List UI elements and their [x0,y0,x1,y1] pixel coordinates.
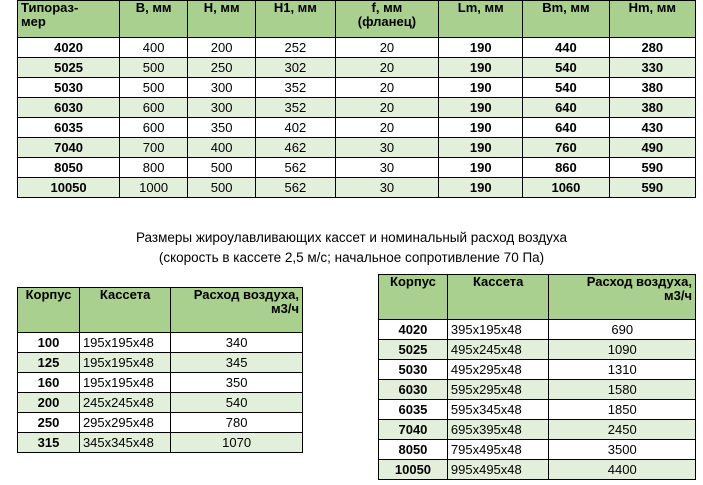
table-cell: 330 [609,58,695,78]
table-cell: 295x295x48 [79,413,170,433]
header-size: Типораз- мер [18,1,120,38]
table-cell: 400 [120,38,188,58]
table-cell: 3500 [549,440,696,460]
table-cell: 190 [439,158,523,178]
table-row [379,380,696,400]
table-cell: 20 [335,78,439,98]
table-cell: 200 [18,393,80,413]
table-cell: 7040 [379,420,448,440]
table-row [18,138,696,158]
dimensions-table-body [18,38,696,198]
table-cell: 350 [171,373,303,393]
table-cell: 640 [523,98,609,118]
table-row [379,360,696,380]
header-h1: H1, мм [256,1,335,38]
table-row [18,78,696,98]
header-bm: Bm, мм [523,1,609,38]
table-cell: 10050 [18,178,120,198]
table-cell: 562 [256,178,335,198]
table-row [18,433,303,453]
table-cell: 495x295x48 [447,360,549,380]
table-row [379,400,696,420]
table-cell: 6030 [18,98,120,118]
large-cassette-table-body [379,320,696,480]
table-cell: 125 [18,353,80,373]
table-row [18,118,696,138]
table-cell: 600 [120,98,188,118]
table-cell: 350 [188,118,256,138]
table-cell: 5030 [379,360,448,380]
table-cell: 562 [256,158,335,178]
table-cell: 6030 [379,380,448,400]
table-cell: 690 [549,320,696,340]
table-cell: 490 [609,138,695,158]
table-cell: 345x345x48 [79,433,170,453]
table-row [379,340,696,360]
header-cassette: Кассета [79,288,170,333]
table-cell: 462 [256,138,335,158]
table-cell: 190 [439,138,523,158]
table-row [18,158,696,178]
small-cassette-table-header [18,288,303,333]
table-cell: 300 [188,98,256,118]
table-cell: 430 [609,118,695,138]
table-cell: 30 [335,138,439,158]
table-row [18,353,303,373]
header-b: B, мм [120,1,188,38]
header-airflow: Расход воздуха, м3/ч [171,288,303,333]
table-cell: 340 [171,333,303,353]
table-cell: 30 [335,158,439,178]
caption-line-1: Размеры жироулавливающих кассет и номинальный расход воздуха [135,230,568,245]
table-row [18,333,303,353]
table-cell: 540 [523,78,609,98]
dimensions-table-header [18,1,696,38]
table-cell: 595x295x48 [447,380,549,400]
table-cell: 190 [439,98,523,118]
table-row [18,98,696,118]
table-cell: 10050 [379,460,448,480]
table-cell: 590 [609,178,695,198]
small-cassette-table [17,287,303,453]
table-cell: 700 [120,138,188,158]
table-cell: 1060 [523,178,609,198]
table-row [18,373,303,393]
large-cassette-table [378,274,696,480]
table-cell: 20 [335,58,439,78]
table-row [18,58,696,78]
table-cell: 495x245x48 [447,340,549,360]
table-cell: 345 [171,353,303,373]
table-cell: 440 [523,38,609,58]
table-cell: 7040 [18,138,120,158]
header-f: f, мм (фланец) [335,1,439,38]
header-housing: Корпус [18,288,80,333]
table-cell: 8050 [379,440,448,460]
table-row [379,320,696,340]
small-cassette-table-body [18,333,303,453]
table-cell: 995x495x48 [447,460,549,480]
table-cell: 500 [188,158,256,178]
table-cell: 190 [439,78,523,98]
table-cell: 402 [256,118,335,138]
table-cell: 400 [188,138,256,158]
table-cell: 1000 [120,178,188,198]
table-cell: 760 [523,138,609,158]
table-cell: 20 [335,38,439,58]
table-cell: 315 [18,433,80,453]
table-cell: 800 [120,158,188,178]
table-cell: 190 [439,58,523,78]
table-cell: 352 [256,78,335,98]
table-row [379,440,696,460]
header-h: H, мм [188,1,256,38]
table-cell: 195x195x48 [79,373,170,393]
header-hm: Hm, мм [609,1,695,38]
table-cell: 595x345x48 [447,400,549,420]
table-row [379,460,696,480]
table-cell: 20 [335,98,439,118]
table-cell: 160 [18,373,80,393]
table-caption [0,228,703,268]
table-cell: 1850 [549,400,696,420]
table-cell: 4020 [18,38,120,58]
table-row [18,178,696,198]
table-cell: 695x395x48 [447,420,549,440]
table-cell: 245x245x48 [79,393,170,413]
table-cell: 1580 [549,380,696,400]
table-cell: 4400 [549,460,696,480]
table-cell: 500 [120,58,188,78]
table-row [18,38,696,58]
table-cell: 302 [256,58,335,78]
table-cell: 5025 [379,340,448,360]
table-cell: 30 [335,178,439,198]
table-cell: 20 [335,118,439,138]
table-cell: 280 [609,38,695,58]
table-cell: 100 [18,333,80,353]
dimensions-table [17,0,696,198]
table-cell: 780 [171,413,303,433]
table-cell: 1070 [171,433,303,453]
table-cell: 250 [18,413,80,433]
table-cell: 6035 [18,118,120,138]
table-cell: 195x195x48 [79,333,170,353]
table-cell: 252 [256,38,335,58]
table-cell: 190 [439,38,523,58]
table-cell: 540 [523,58,609,78]
table-row [18,413,303,433]
table-row [18,393,303,413]
table-cell: 795x495x48 [447,440,549,460]
table-cell: 500 [188,178,256,198]
header-airflow: Расход воздуха, м3/ч [549,275,696,320]
large-cassette-table-header [379,275,696,320]
table-cell: 200 [188,38,256,58]
table-cell: 6035 [379,400,448,420]
table-cell: 250 [188,58,256,78]
table-cell: 190 [439,118,523,138]
table-cell: 380 [609,98,695,118]
table-cell: 300 [188,78,256,98]
table-cell: 1090 [549,340,696,360]
table-cell: 352 [256,98,335,118]
table-cell: 195x195x48 [79,353,170,373]
table-cell: 1310 [549,360,696,380]
table-cell: 4020 [379,320,448,340]
table-cell: 380 [609,78,695,98]
table-cell: 590 [609,158,695,178]
table-cell: 5025 [18,58,120,78]
header-cassette: Кассета [447,275,549,320]
table-row [379,420,696,440]
table-cell: 600 [120,118,188,138]
table-cell: 860 [523,158,609,178]
header-housing: Корпус [379,275,448,320]
table-cell: 395x195x48 [447,320,549,340]
header-lm: Lm, мм [439,1,523,38]
caption-line-2: (скорость в кассете 2,5 м/с; начальное сопротивление 70 Па) [158,250,545,265]
table-cell: 640 [523,118,609,138]
table-cell: 8050 [18,158,120,178]
table-cell: 2450 [549,420,696,440]
table-cell: 500 [120,78,188,98]
table-cell: 540 [171,393,303,413]
table-cell: 190 [439,178,523,198]
table-cell: 5030 [18,78,120,98]
